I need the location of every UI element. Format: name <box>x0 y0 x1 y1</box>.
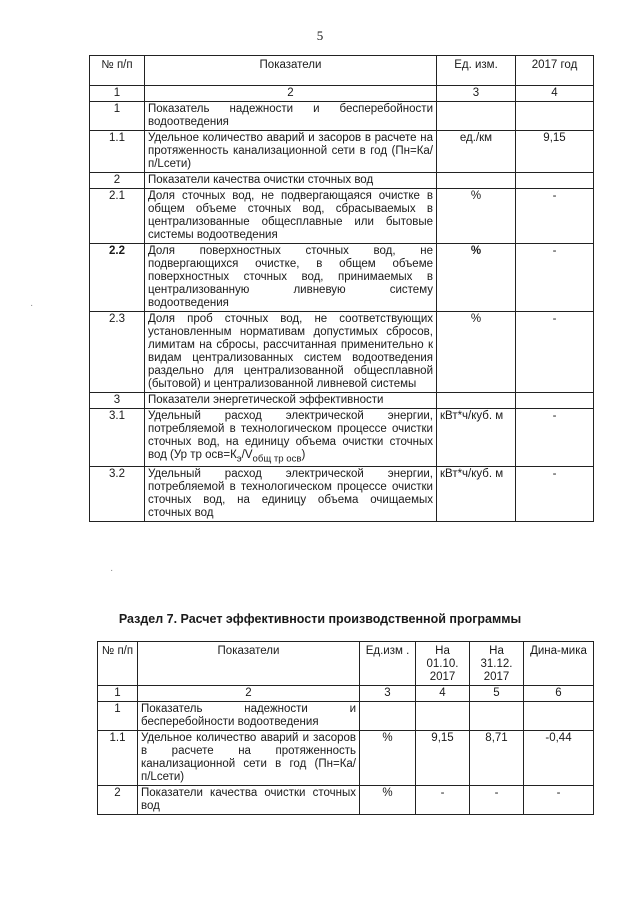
row-value-2 <box>470 702 524 731</box>
header-indicator: Показатели <box>145 56 437 86</box>
row-text: Удельное количество аварий и засоров в расчете на протяженность канализационной сети в год (Пн=Ка/п/Lсети) <box>145 131 437 173</box>
row-value: - <box>516 312 594 393</box>
scan-dot: · <box>30 300 34 311</box>
table-row <box>90 173 594 189</box>
header-date-2: На 31.12. 2017 <box>470 642 524 686</box>
row-unit: % <box>437 312 516 393</box>
row-value: - <box>516 244 594 312</box>
row-num: 2 <box>90 173 145 189</box>
row-dynamics: - <box>524 786 594 815</box>
row-value-1: 9,15 <box>416 731 470 786</box>
index-cell: 1 <box>90 86 145 102</box>
row-num: 2.1 <box>90 189 145 244</box>
row-value: 9,15 <box>516 131 594 173</box>
row-text-main: Удельный расход электрической энергии, потребляемой в технологическом процессе очистки сточных вод, на единицу объема очистки сточных вод (Ур тр осв=К <box>148 410 433 461</box>
row-value-1: - <box>416 786 470 815</box>
page-number: 5 <box>316 28 324 43</box>
row-unit <box>437 173 516 189</box>
index-cell: 3 <box>360 686 416 702</box>
table-index-row <box>90 86 594 102</box>
row-text-sub: э <box>236 453 242 465</box>
index-cell: 2 <box>145 86 437 102</box>
header-dynamics: Дина-мика <box>524 642 594 686</box>
row-unit: % <box>360 786 416 815</box>
row-num: 1 <box>98 702 138 731</box>
table-row <box>98 786 594 815</box>
row-text: Показатели энергетической эффективности <box>145 393 437 409</box>
row-value: - <box>516 409 594 467</box>
row-dynamics <box>524 702 594 731</box>
row-value-1 <box>416 702 470 731</box>
row-num: 1.1 <box>98 731 138 786</box>
row-value: - <box>516 189 594 244</box>
row-value <box>516 393 594 409</box>
table-header-row <box>90 56 594 86</box>
section-7-title: Раздел 7. Расчет эффективности производственной программы <box>118 612 522 626</box>
row-text <box>145 409 437 467</box>
row-value-2: 8,71 <box>470 731 524 786</box>
table-row <box>98 731 594 786</box>
row-unit <box>360 702 416 731</box>
index-cell: 3 <box>437 86 516 102</box>
table-row <box>90 244 594 312</box>
header-num: № п/п <box>90 56 145 86</box>
row-num: 2 <box>98 786 138 815</box>
program-efficiency-table <box>97 641 594 815</box>
row-text-sub: общ тр осв <box>252 453 302 465</box>
row-text: Доля поверхностных сточных вод, не подвергающихся очистке, в общем объеме поверхностных сточных вод, принимаемых в централизованную ливневую систему водоотведения <box>145 244 437 312</box>
table-header-row <box>98 642 594 686</box>
row-num: 2.2 <box>90 244 145 312</box>
row-num: 2.3 <box>90 312 145 393</box>
row-text-end: ) <box>301 449 306 461</box>
header-date-1: На 01.10. 2017 <box>416 642 470 686</box>
index-cell: 6 <box>524 686 594 702</box>
row-text: Показатели качества очистки сточных вод <box>145 173 437 189</box>
header-indicator: Показатели <box>138 642 360 686</box>
header-num: № п/п <box>98 642 138 686</box>
row-text: Удельное количество аварий и засоров в расчете на протяженность канализационной сети в год (Пн=Ка/п/Lсети) <box>138 731 360 786</box>
row-num: 3.1 <box>90 409 145 467</box>
table-row <box>90 467 594 522</box>
table-row <box>90 312 594 393</box>
scan-dot: · <box>110 565 114 576</box>
row-text: Доля сточных вод, не подвергающаяся очистке в общем объеме сточных вод, сбрасываемых в централизованные общесплавные или бытовые системы водоотведения <box>145 189 437 244</box>
index-cell: 4 <box>516 86 594 102</box>
row-unit <box>437 102 516 131</box>
row-num: 3 <box>90 393 145 409</box>
row-unit: % <box>437 189 516 244</box>
indicators-table-2017 <box>89 55 594 522</box>
table-index-row <box>98 686 594 702</box>
row-unit: ед./км <box>437 131 516 173</box>
row-text: Показатели качества очистки сточных вод <box>138 786 360 815</box>
row-unit: % <box>360 731 416 786</box>
table-row <box>90 189 594 244</box>
row-value-2: - <box>470 786 524 815</box>
row-unit <box>437 393 516 409</box>
header-unit: Ед. изм. <box>437 56 516 86</box>
row-value: - <box>516 467 594 522</box>
row-text: Удельный расход электрической энергии, потребляемой в технологическом процессе очистки сточных вод, на единицу объема очищаемых сточных вод <box>145 467 437 522</box>
row-unit: кВт*ч/куб. м <box>437 467 516 522</box>
header-unit: Ед.изм . <box>360 642 416 686</box>
header-year: 2017 год <box>516 56 594 86</box>
index-cell: 2 <box>138 686 360 702</box>
row-text: Доля проб сточных вод, не соответствующих установленным нормативам допустимых сбросов, лимитам на сбросы, рассчитанная применительно к видам централизованных систем водоотведения раздельно для централизованной общесплавной (бытовой) и централизованной ливневой системы <box>145 312 437 393</box>
row-value <box>516 102 594 131</box>
row-text: Показатель надежности и бесперебойности водоотведения <box>138 702 360 731</box>
index-cell: 4 <box>416 686 470 702</box>
row-unit: кВт*ч/куб. м <box>437 409 516 467</box>
table-row <box>90 393 594 409</box>
table-row <box>90 131 594 173</box>
row-unit: % <box>437 244 516 312</box>
row-num: 3.2 <box>90 467 145 522</box>
row-text: Показатель надежности и бесперебойности водоотведения <box>145 102 437 131</box>
table-row <box>90 409 594 467</box>
index-cell: 1 <box>98 686 138 702</box>
row-dynamics: -0,44 <box>524 731 594 786</box>
row-num: 1.1 <box>90 131 145 173</box>
table-row <box>98 702 594 731</box>
row-num: 1 <box>90 102 145 131</box>
row-value <box>516 173 594 189</box>
row-text-mid: /V <box>241 449 253 461</box>
index-cell: 5 <box>470 686 524 702</box>
table-row <box>90 102 594 131</box>
